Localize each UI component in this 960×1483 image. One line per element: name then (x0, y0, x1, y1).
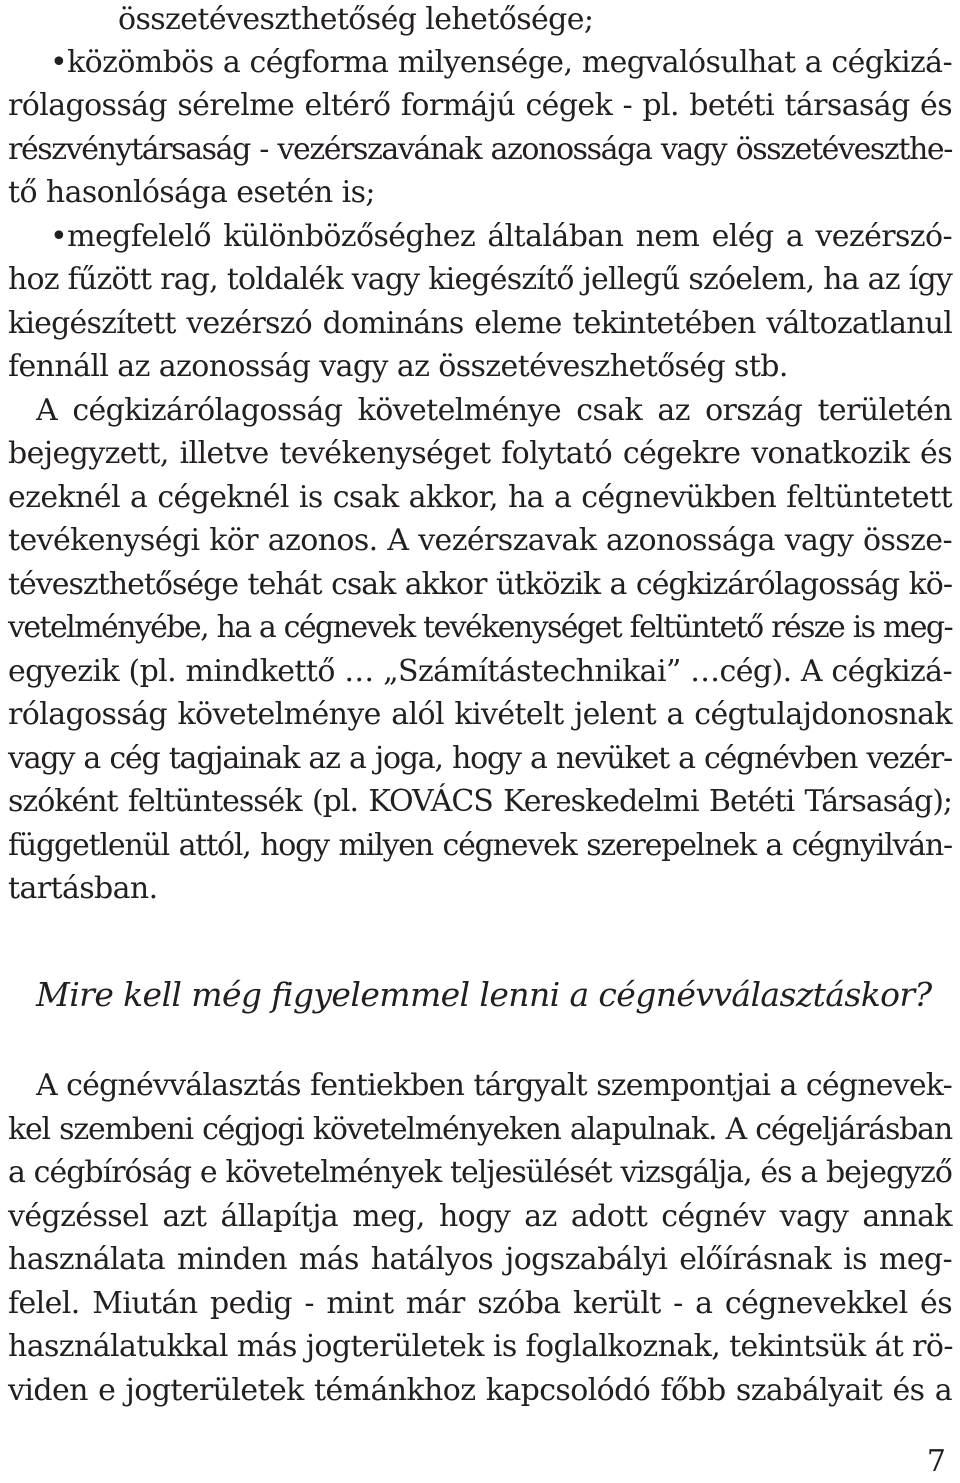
text-line: viden e jogterületek témánkhoz kapcsolódó főbb szabályait és a (8, 1373, 952, 1408)
section-heading: Mire kell még figyelemmel lenni a cégnévválasztáskor? (36, 975, 932, 1014)
text-line: tartásban. (8, 871, 158, 906)
page-number: 7 (926, 1444, 946, 1479)
list-item-line: •megfelelő különbözőséghez általában nem elég a vezérszó- (50, 219, 952, 254)
text-line: kel szembeni cégjogi követelményeken alapulnak. A cégeljárásban (8, 1112, 952, 1147)
text-line: bejegyzett, illetve tevékenységet folytató cégekre vonatkozik és (8, 436, 952, 471)
list-item-line: •közömbös a cégforma milyensége, megvalósulhat a cégkizá- (50, 45, 952, 80)
text-line: kiegészített vezérszó domináns eleme tekintetében változatlanul (8, 306, 952, 341)
text-line: rólagosság sérelme eltérő formájú cégek - pl. betéti társaság és (8, 88, 952, 123)
text-line: szóként feltüntessék (pl. KOVÁCS Kereskedelmi Betéti Társaság); (8, 784, 952, 819)
text-line: részvénytársaság - vezérszavának azonossága vagy összetéveszthe- (8, 132, 952, 167)
text-line: használatukkal más jogterületek is foglalkoznak, tekintsük át rö- (8, 1329, 953, 1364)
text-line: használata minden más hatályos jogszabályi előírásnak is meg- (8, 1242, 952, 1277)
text-line: vagy a cég tagjainak az a joga, hogy a nevüket a cégnévben vezér- (8, 741, 952, 776)
text-line: a cégbíróság e követelmények teljesülését vizsgálja, és a bejegyző (8, 1155, 952, 1190)
paragraph-first-line: A cégnévválasztás fentiekben tárgyalt szempontjai a cégnevek- (36, 1068, 952, 1103)
paragraph-first-line: A cégkizárólagosság követelménye csak az ország területén (36, 393, 952, 428)
text-line: tő hasonlósága esetén is; (8, 175, 375, 210)
text-line: fennáll az azonosság vagy az összetéveszhetőség stb. (8, 349, 788, 384)
text-line: vetelményébe, ha a cégnevek tevékenységet feltüntető része is meg- (8, 610, 952, 645)
text-line: rólagosság követelménye alól kivételt jelent a cégtulajdonosnak (8, 697, 952, 732)
text-line: téveszthetősége tehát csak akkor ütközik a cégkizárólagosság kö- (8, 567, 952, 602)
text-line: függetlenül attól, hogy milyen cégnevek szerepelnek a cégnyilván- (8, 828, 952, 863)
text-line: tevékenységi kör azonos. A vezérszavak azonossága vagy össze- (8, 523, 952, 558)
text-line: felel. Miután pedig - mint már szóba került - a cégnevekkel és (8, 1286, 952, 1321)
text-line: összetéveszthetőség lehetősége; (118, 2, 594, 37)
text-line: hoz fűzött rag, toldalék vagy kiegészítő jellegű szóelem, ha az így (8, 262, 952, 297)
text-line: egyezik (pl. mindkettő … „Számítástechnikai” …cég). A cégkizá- (8, 654, 952, 689)
text-line: ezeknél a cégeknél is csak akkor, ha a cégnevükben feltüntetett (8, 480, 952, 515)
text-line: végzéssel azt állapítja meg, hogy az adott cégnév vagy annak (8, 1199, 952, 1234)
